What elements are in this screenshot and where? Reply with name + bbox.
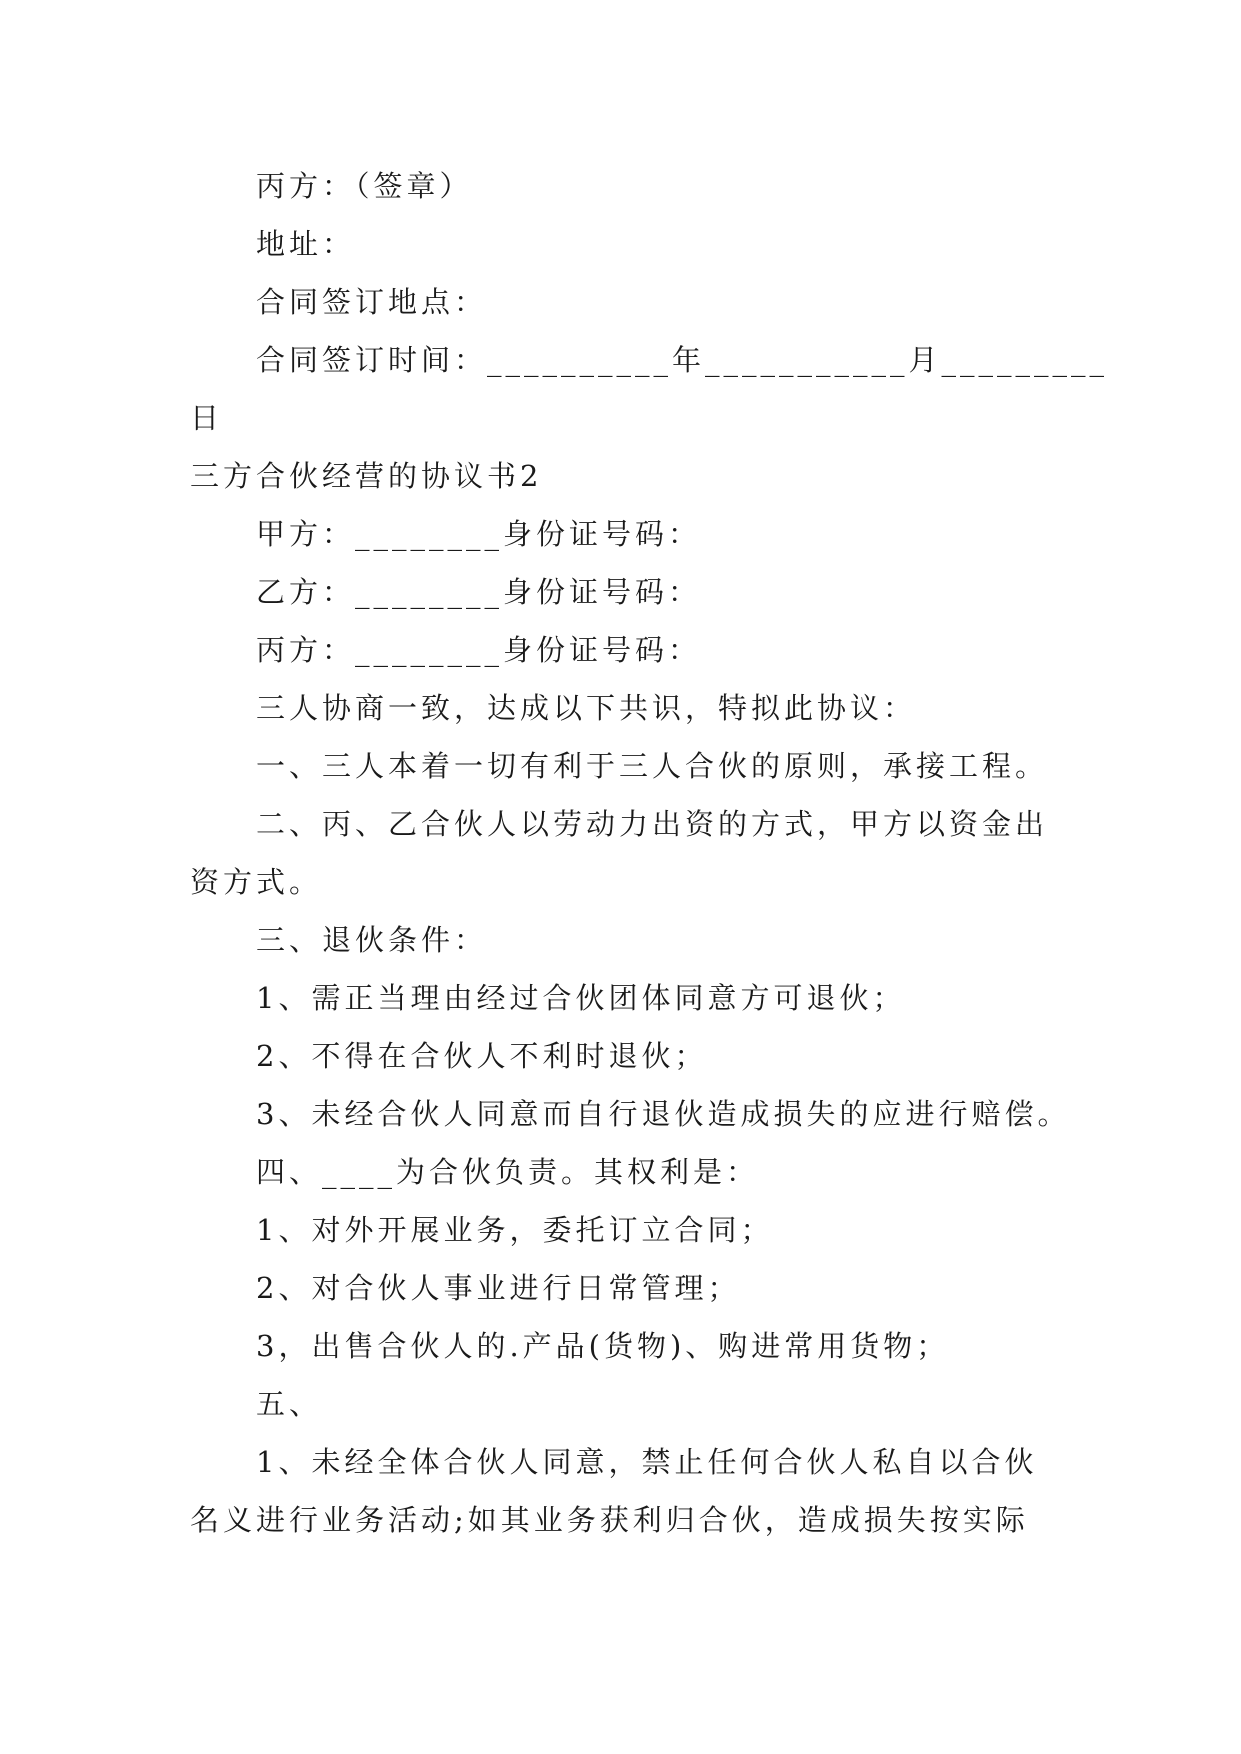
party-a-line: 甲方：________身份证号码： <box>256 517 702 551</box>
clause-3-item-3: 3、未经合伙人同意而自行退伙造成损失的应进行赔偿。 <box>256 1097 1071 1131</box>
clause-3-heading: 三、退伙条件： <box>256 923 488 957</box>
clause-3-item-1: 1、需正当理由经过合伙团体同意方可退伙； <box>256 981 906 1015</box>
preamble-line: 三人协商一致，达成以下共识，特拟此协议： <box>256 691 917 725</box>
section-title: 三方合伙经营的协议书2 <box>190 459 543 493</box>
clause-5-item-1-line-2: 名义进行业务活动;如其业务获利归合伙，造成损失按实际 <box>190 1503 1029 1537</box>
party-c-line: 丙方：________身份证号码： <box>256 633 702 667</box>
clause-5-item-1-line-1: 1、未经全体合伙人同意，禁止任何合伙人私自以合伙 <box>256 1445 1038 1479</box>
clause-4-item-2: 2、对合伙人事业进行日常管理； <box>256 1271 741 1305</box>
clause-4-item-3: 3，出售合伙人的.产品(货物)、购进常用货物； <box>256 1329 950 1363</box>
clause-2-line-1: 二、丙、乙合伙人以劳动力出资的方式，甲方以资金出 <box>256 807 1049 841</box>
clause-5-heading: 五、 <box>256 1387 323 1421</box>
signing-date-day: 日 <box>190 401 224 435</box>
signing-place-line: 合同签订地点： <box>256 285 488 319</box>
address-line: 地址： <box>256 227 356 261</box>
clause-4-item-1: 1、对外开展业务，委托订立合同； <box>256 1213 774 1247</box>
signing-date-line: 合同签订时间：__________年___________月_________ <box>256 343 1109 377</box>
party-c-signature-line: 丙方：（签章） <box>256 169 473 203</box>
clause-3-item-2: 2、不得在合伙人不利时退伙； <box>256 1039 708 1073</box>
clause-4-heading: 四、____为合伙负责。其权利是： <box>256 1155 760 1189</box>
clause-2-line-2: 资方式。 <box>190 865 323 899</box>
clause-1-line: 一、三人本着一切有利于三人合伙的原则，承接工程。 <box>256 749 1049 783</box>
party-b-line: 乙方：________身份证号码： <box>256 575 702 609</box>
